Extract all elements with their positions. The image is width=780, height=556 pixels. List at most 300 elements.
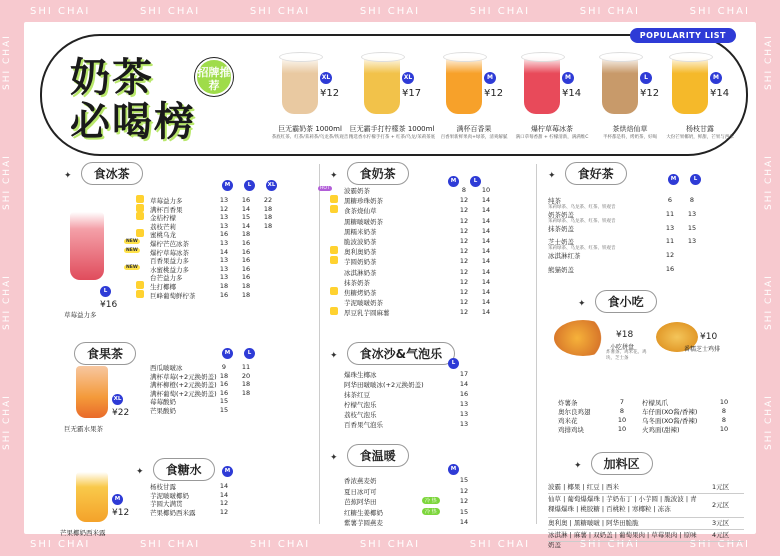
featured-desc: 精选香水柠檬手打茶 + 红茶/乌龙/茉莉茶底 bbox=[348, 135, 436, 140]
item-name: 车仔面(XO酱/香辣) bbox=[642, 408, 698, 416]
section-title-snacks: 食小吃 bbox=[595, 290, 657, 313]
drink-label: 草莓益力多 bbox=[64, 311, 97, 319]
thumbs-up-icon bbox=[330, 195, 338, 203]
featured-desc: 半杯都是料，烤奶茶，好喝 bbox=[603, 135, 657, 140]
menu-item[interactable] bbox=[150, 389, 320, 398]
sparkle-icon: ✦ bbox=[330, 351, 338, 361]
snack-platter-image bbox=[554, 320, 612, 356]
item-name: 冰淇淋奶茶 bbox=[344, 268, 377, 277]
menu-item[interactable] bbox=[150, 508, 320, 517]
item-price: 14 bbox=[219, 482, 229, 490]
size-m-icon: M bbox=[112, 494, 123, 505]
row-divider bbox=[548, 541, 744, 542]
item-name: 蜜桃乌龙 bbox=[150, 231, 176, 240]
topping-list: 奥利奥 | 黑糖啵啵 | 阿华田脆脆 bbox=[548, 519, 639, 527]
size-badge: M bbox=[710, 72, 722, 84]
item-price: 15 bbox=[459, 476, 469, 484]
item-price: 6 bbox=[667, 196, 673, 204]
item-price: 18 bbox=[219, 371, 229, 380]
item-name: 满杯柳橙(+2元换奶盖) bbox=[150, 381, 217, 390]
snack1-price: ¥18 bbox=[616, 330, 634, 340]
item-price: 8 bbox=[721, 407, 727, 415]
item-price: 14 bbox=[481, 226, 491, 235]
header-banner bbox=[40, 31, 748, 156]
thumbs-up-icon bbox=[136, 290, 144, 298]
item-name: 厚豆乳芋圆麻薯 bbox=[344, 309, 390, 318]
item-name: 满杯葡萄(+2元换奶盖) bbox=[150, 389, 217, 398]
drink-label: 巨无霸水果茶 bbox=[64, 425, 103, 433]
thumbs-up-icon bbox=[330, 256, 338, 264]
thumbs-up-icon bbox=[136, 195, 144, 203]
thumbs-up-icon bbox=[330, 287, 338, 295]
item-name: 巨峰葡萄鲜柠茶 bbox=[150, 291, 196, 300]
item-name: 夏日冰可可 bbox=[344, 487, 377, 496]
thumbs-up-icon bbox=[136, 212, 144, 220]
item-name: 抹茶奶盖 bbox=[548, 224, 574, 233]
size-m-icon: M bbox=[222, 348, 233, 359]
title-line-1: 奶茶 bbox=[70, 54, 154, 101]
drink-cup-image bbox=[446, 56, 482, 114]
topping-list: 波霸 | 椰果 | 红豆 | 西米 bbox=[548, 483, 619, 491]
menu-item[interactable] bbox=[344, 508, 504, 519]
featured-desc: 大份芒果椰奶，鲜甜，芒果与西米 bbox=[666, 135, 734, 140]
item-name: 爆柠草莓冰茶 bbox=[150, 248, 189, 257]
item-price: 10 bbox=[617, 425, 627, 433]
menu-item[interactable] bbox=[344, 288, 504, 298]
menu-item[interactable] bbox=[548, 210, 718, 224]
item-name: 草莓益力多 bbox=[150, 197, 183, 205]
item-price: 15 bbox=[219, 406, 229, 414]
featured-name: 杨枝甘露 bbox=[686, 125, 714, 133]
item-name: 芭蕉阿华田 bbox=[344, 498, 377, 506]
menu-item[interactable] bbox=[150, 397, 320, 406]
item-price: 13 bbox=[219, 213, 229, 222]
menu-item[interactable] bbox=[344, 380, 504, 390]
menu-item[interactable] bbox=[344, 247, 504, 257]
topping-list: 冰淇淋 | 麻薯 | 双奶盖 | 葡萄果肉 | 草莓果肉 | 原味奶盖 bbox=[548, 531, 697, 549]
item-name: 满杯草莓(+2元换奶盖) bbox=[150, 372, 217, 381]
item-price: 16 bbox=[241, 239, 251, 247]
item-name: 奥利奥奶茶 bbox=[344, 248, 377, 257]
menu-item[interactable] bbox=[150, 482, 320, 491]
item-price: 16 bbox=[241, 247, 251, 256]
item-price: 12 bbox=[219, 499, 229, 508]
drink-cup-image bbox=[364, 56, 400, 114]
menu-item[interactable] bbox=[344, 268, 504, 278]
thumbs-up-icon bbox=[330, 307, 338, 315]
item-name: 金桔柠檬 bbox=[150, 214, 176, 223]
item-name: 荔枝芒莉 bbox=[150, 222, 176, 231]
item-sub: 茉莉绿茶、乌龙茶、红茶、铁观音 bbox=[548, 218, 616, 224]
topping-row[interactable] bbox=[548, 494, 744, 516]
item-price: 13 bbox=[219, 196, 229, 204]
item-name: 百香果气泡乐 bbox=[344, 421, 383, 429]
featured-name: 巨无霸手打柠檬茶 1000ml bbox=[349, 125, 435, 133]
item-price: 10 bbox=[719, 425, 729, 433]
item-price: 18 bbox=[263, 221, 273, 230]
item-price: 14 bbox=[481, 257, 491, 266]
menu-item[interactable] bbox=[150, 196, 320, 205]
menu-item[interactable] bbox=[548, 196, 718, 210]
fruit-tea-image bbox=[76, 366, 108, 418]
menu-item[interactable] bbox=[548, 251, 718, 265]
item-name: 香浓燕麦奶 bbox=[344, 477, 377, 485]
edge-bottom-text: SHI CHAI SHI CHAI SHI CHAI SHI CHAI SHI CHAI SHI CHAI SHI CHAI bbox=[30, 539, 750, 550]
item-price: 16 bbox=[241, 196, 251, 204]
menu-item[interactable] bbox=[344, 196, 504, 206]
item-price: 14 bbox=[481, 298, 491, 307]
item-price: 18 bbox=[241, 282, 251, 290]
thumbs-up-icon bbox=[330, 246, 338, 254]
item-name: 柠檬气泡乐 bbox=[344, 401, 377, 409]
snack2-label: 番糯芝士鸡排 bbox=[684, 346, 721, 353]
item-name: 爆柠芒芭冰茶 bbox=[150, 240, 189, 248]
item-price: 14 bbox=[241, 221, 251, 230]
section-title-milk-tea: 食奶茶 bbox=[347, 162, 409, 185]
item-name: 台芒益力多 bbox=[150, 274, 183, 283]
item-price: 16 bbox=[241, 273, 251, 282]
new-badge: NEW bbox=[126, 247, 138, 253]
item-name: 炸薯条 bbox=[558, 399, 578, 407]
menu-item[interactable] bbox=[548, 265, 718, 279]
item-price: 14 bbox=[459, 380, 469, 388]
menu-item[interactable] bbox=[344, 410, 504, 420]
signature-badge: 招牌推荐 bbox=[195, 58, 233, 96]
item-price: 18 bbox=[241, 388, 251, 397]
item-price: 12 bbox=[459, 288, 469, 296]
item-name: 芒果椰奶西米露 bbox=[150, 508, 196, 517]
size-m-icon: M bbox=[222, 466, 233, 477]
item-name: 满杯百香果 bbox=[150, 205, 183, 214]
featured-desc: 满口草莓香甜 + 柠檬清新，满满维C bbox=[515, 135, 589, 140]
topping-price: 2元区 bbox=[712, 501, 730, 509]
size-l-icon: L bbox=[470, 176, 481, 187]
menu-item[interactable] bbox=[150, 291, 320, 300]
item-price: 14 bbox=[481, 308, 491, 317]
topping-price: 4元区 bbox=[712, 531, 730, 539]
featured-price: ¥14 bbox=[562, 88, 582, 99]
item-price: 12 bbox=[459, 277, 469, 286]
section-title-ice-tea: 食冰茶 bbox=[81, 162, 143, 185]
size-badge: M bbox=[562, 72, 574, 84]
item-name: 红糖生姜椰奶 bbox=[344, 508, 383, 517]
item-price: 7 bbox=[619, 398, 625, 406]
item-price: 13 bbox=[665, 223, 675, 232]
item-price: 14 bbox=[481, 247, 491, 256]
item-name: 脆波波奶茶 bbox=[344, 238, 377, 246]
featured-desc: 百香果新鲜果肉+绿茶，清爽解腻 bbox=[440, 135, 508, 140]
menu-item[interactable] bbox=[548, 237, 718, 251]
item-price: 15 bbox=[219, 397, 229, 406]
item-name: 熊猫奶盖 bbox=[548, 266, 574, 274]
item-sub: 茉莉绿茶、乌龙茶、红茶、铁观音 bbox=[548, 205, 616, 210]
item-price: 18 bbox=[241, 230, 251, 239]
item-price: 14 bbox=[241, 204, 251, 213]
topping-row[interactable] bbox=[548, 518, 744, 528]
item-price: 18 bbox=[241, 290, 251, 299]
item-name: 芋圆大满贯 bbox=[150, 500, 183, 509]
menu-item[interactable] bbox=[320, 186, 504, 196]
menu-item[interactable] bbox=[126, 239, 320, 248]
menu-item[interactable] bbox=[150, 499, 320, 508]
item-price: 12 bbox=[459, 196, 469, 205]
item-price: 12 bbox=[459, 206, 469, 215]
menu-item[interactable] bbox=[150, 256, 320, 265]
item-name: 百香果益力多 bbox=[150, 257, 189, 266]
drink-cup-image bbox=[282, 56, 318, 114]
item-name: 生打椰椰 bbox=[150, 283, 176, 291]
item-name: 鸡米花 bbox=[558, 417, 578, 425]
item-name: 杨枝甘露 bbox=[150, 483, 176, 491]
featured-price: ¥17 bbox=[402, 88, 422, 99]
item-price: 12 bbox=[459, 486, 469, 495]
sparkle-icon: ✦ bbox=[330, 453, 338, 463]
item-price: 13 bbox=[219, 221, 229, 230]
sparkle-icon: ✦ bbox=[578, 299, 586, 309]
hot-cold-tag: 冷 热 bbox=[422, 508, 440, 515]
item-price: 14 bbox=[459, 518, 469, 526]
item-name: 芋圆奶奶茶 bbox=[344, 258, 377, 267]
size-m-icon: M bbox=[668, 174, 679, 185]
item-price: 14 bbox=[219, 490, 229, 499]
size-xl-icon: XL bbox=[112, 394, 123, 405]
item-name: 奥尔良鸡翅 bbox=[558, 408, 591, 416]
size-l-icon: L bbox=[244, 348, 255, 359]
item-price: 11 bbox=[665, 237, 675, 246]
menu-item[interactable] bbox=[344, 257, 504, 267]
menu-item[interactable] bbox=[344, 487, 504, 498]
item-name: 芋泥啵啵奶茶 bbox=[344, 299, 383, 308]
menu-item[interactable] bbox=[150, 406, 320, 415]
featured-name: 巨无霸奶茶 1000ml bbox=[278, 125, 342, 133]
edge-right-text: SHI CHAI SHI CHAI SHI CHAI SHI CHAI bbox=[764, 34, 774, 450]
item-price: 15 bbox=[241, 213, 251, 222]
item-price: 14 bbox=[481, 237, 491, 245]
featured-price: ¥12 bbox=[484, 88, 504, 99]
edge-left-text: SHI CHAI SHI CHAI SHI CHAI SHI CHAI bbox=[2, 34, 12, 450]
menu-item[interactable] bbox=[344, 400, 504, 410]
featured-drink[interactable] bbox=[434, 54, 514, 154]
item-name: 水蜜桃益力多 bbox=[150, 265, 189, 274]
featured-drink[interactable] bbox=[270, 54, 350, 154]
menu-item[interactable] bbox=[150, 380, 320, 389]
menu-item[interactable] bbox=[344, 278, 504, 288]
item-name: 焦糖烤奶茶 bbox=[344, 289, 377, 297]
item-price: 16 bbox=[219, 290, 229, 299]
item-price: 12 bbox=[219, 507, 229, 516]
item-sub: 茉莉绿茶、乌龙茶、红茶、铁观音 bbox=[548, 246, 616, 252]
featured-drink[interactable] bbox=[660, 54, 740, 154]
item-price: 13 bbox=[219, 273, 229, 282]
size-l-icon: L bbox=[448, 358, 459, 369]
featured-drink[interactable] bbox=[512, 54, 592, 154]
item-price: 13 bbox=[459, 420, 469, 428]
snack2-price: ¥10 bbox=[700, 332, 718, 342]
thumbs-up-icon bbox=[136, 281, 144, 289]
item-name: 纯茶 bbox=[548, 197, 561, 205]
item-price: 16 bbox=[241, 256, 251, 265]
item-price: 16 bbox=[665, 265, 675, 273]
item-name: 西瓜啵啵冰 bbox=[150, 364, 183, 372]
item-name: 奶茶奶盖 bbox=[548, 210, 574, 219]
section-title-fruit-tea: 食果茶 bbox=[74, 342, 136, 365]
menu-item[interactable] bbox=[344, 217, 504, 227]
size-m-icon: M bbox=[448, 176, 459, 187]
item-name: 鸡排鸡块 bbox=[558, 426, 584, 434]
menu-item[interactable] bbox=[150, 491, 320, 500]
menu-item[interactable] bbox=[126, 264, 320, 274]
item-name: 黑糖珍珠奶茶 bbox=[344, 197, 383, 206]
drink-price: ¥22 bbox=[112, 408, 130, 418]
item-price: 12 bbox=[459, 298, 469, 307]
menu-item[interactable] bbox=[344, 237, 504, 247]
sparkle-icon: ✦ bbox=[330, 171, 338, 181]
item-price: 12 bbox=[459, 237, 469, 245]
size-l-icon: L bbox=[244, 180, 255, 191]
item-price: 15 bbox=[687, 223, 697, 232]
item-name: 抹茶奶茶 bbox=[344, 278, 370, 287]
item-price: 14 bbox=[481, 267, 491, 276]
item-price: 11 bbox=[665, 209, 675, 218]
item-price: 13 bbox=[219, 256, 229, 265]
thumbs-up-icon bbox=[136, 229, 144, 237]
item-price: 8 bbox=[721, 416, 727, 424]
item-price: 9 bbox=[221, 363, 227, 371]
item-name: 莓莓酸奶 bbox=[150, 398, 176, 407]
item-price: 20 bbox=[241, 371, 251, 380]
menu-item[interactable] bbox=[344, 518, 504, 529]
item-price: 14 bbox=[481, 206, 491, 215]
topping-price: 3元区 bbox=[712, 519, 730, 527]
menu-item[interactable] bbox=[150, 273, 320, 282]
item-name: 乌冬面(XO酱/香辣) bbox=[642, 417, 698, 425]
size-m-icon: M bbox=[448, 464, 459, 475]
item-price: 12 bbox=[665, 251, 675, 260]
menu-item[interactable] bbox=[150, 205, 320, 214]
menu-item[interactable] bbox=[344, 420, 504, 430]
snack1-sub: 炸薯条、鸡米花、鸡块、芝士条 bbox=[606, 350, 647, 361]
new-badge: NEW bbox=[126, 239, 138, 244]
menu-item[interactable] bbox=[344, 370, 504, 380]
item-price: 10 bbox=[617, 416, 627, 424]
item-price: 17 bbox=[459, 370, 469, 378]
menu-item[interactable] bbox=[344, 308, 504, 318]
item-price: 12 bbox=[459, 308, 469, 317]
menu-item[interactable] bbox=[344, 390, 504, 400]
item-name: 芋泥啵啵椰奶 bbox=[150, 491, 189, 500]
featured-name: 茶烘焙仙草 bbox=[612, 125, 648, 133]
size-l-icon: L bbox=[690, 174, 701, 185]
item-price: 14 bbox=[219, 247, 229, 256]
drink-label: 芒果椰奶西米露 bbox=[60, 529, 106, 537]
item-name: 紫薯芋圆燕麦 bbox=[344, 519, 383, 527]
menu-item[interactable] bbox=[344, 227, 504, 237]
menu-item[interactable] bbox=[344, 476, 504, 487]
featured-drink[interactable] bbox=[348, 54, 436, 154]
item-price: 13 bbox=[687, 209, 697, 218]
menu-item[interactable] bbox=[150, 372, 320, 381]
menu-item[interactable] bbox=[344, 497, 504, 508]
featured-name: 爆柠草莓冰茶 bbox=[531, 125, 573, 133]
hot-cold-tag: 冷 热 bbox=[422, 497, 440, 504]
item-price: 14 bbox=[481, 277, 491, 286]
sparkle-icon: ✦ bbox=[64, 171, 72, 181]
snack1-label: 小吃拼盘 bbox=[610, 344, 635, 351]
item-name: 芒果酸奶 bbox=[150, 407, 176, 415]
item-price: 16 bbox=[219, 388, 229, 397]
item-price: 12 bbox=[459, 257, 469, 266]
menu-item[interactable] bbox=[344, 206, 504, 216]
item-price: 8 bbox=[689, 196, 695, 204]
menu-item[interactable] bbox=[150, 282, 320, 291]
size-xl-icon: XL bbox=[266, 180, 277, 191]
drink-price: ¥12 bbox=[112, 508, 130, 518]
item-price: 10 bbox=[719, 398, 729, 406]
topping-row[interactable] bbox=[548, 530, 744, 549]
item-price: 18 bbox=[219, 282, 229, 290]
featured-desc: 茶底红茶、红茶/茉莉茶/乌龙茶/铁观音 bbox=[271, 135, 349, 140]
featured-price: ¥12 bbox=[320, 88, 340, 99]
item-name: 波霸奶茶 bbox=[344, 187, 370, 195]
size-badge: XL bbox=[402, 72, 414, 84]
thumbs-up-icon bbox=[136, 204, 144, 212]
menu-item[interactable] bbox=[150, 222, 320, 231]
featured-price: ¥12 bbox=[640, 88, 660, 99]
menu-item[interactable] bbox=[150, 363, 320, 372]
item-price: 8 bbox=[619, 407, 625, 415]
sparkle-icon: ✦ bbox=[136, 467, 144, 477]
item-price: 12 bbox=[219, 204, 229, 213]
featured-name: 满杯百香果 bbox=[456, 125, 492, 133]
item-price: 16 bbox=[219, 380, 229, 389]
sparkle-icon: ✦ bbox=[548, 171, 556, 181]
item-price: 18 bbox=[241, 380, 251, 389]
item-price: 13 bbox=[459, 400, 469, 408]
size-m-icon: M bbox=[222, 180, 233, 191]
menu-item[interactable] bbox=[344, 298, 504, 308]
section-title-good-tea: 食好茶 bbox=[565, 162, 627, 185]
item-price: 12 bbox=[459, 247, 469, 256]
menu-item[interactable] bbox=[150, 213, 320, 222]
size-l-icon: L bbox=[100, 286, 111, 297]
item-name: 抹茶红豆 bbox=[344, 391, 370, 399]
item-name: 黑糖啵啵奶茶 bbox=[344, 217, 383, 226]
topping-row[interactable] bbox=[548, 482, 744, 492]
section-title-warm: 食温暖 bbox=[347, 444, 409, 467]
item-name: 火鸡面(甜辣) bbox=[642, 426, 680, 434]
drink-price: ¥16 bbox=[100, 300, 118, 310]
item-price: 8 bbox=[461, 186, 467, 194]
item-price: 12 bbox=[459, 216, 469, 225]
item-price: 18 bbox=[263, 204, 273, 213]
item-name: 黑糯米奶茶 bbox=[344, 227, 377, 236]
menu-item[interactable] bbox=[150, 230, 320, 239]
menu-item[interactable] bbox=[548, 224, 718, 238]
drink-cup-image bbox=[672, 56, 708, 114]
size-badge: XL bbox=[320, 72, 332, 84]
new-badge: NEW bbox=[126, 264, 138, 270]
menu-item[interactable] bbox=[126, 247, 320, 257]
size-badge: M bbox=[484, 72, 496, 84]
item-price: 18 bbox=[263, 213, 273, 222]
item-price: 12 bbox=[459, 497, 469, 505]
item-price: 12 bbox=[459, 226, 469, 235]
topping-price: 1元区 bbox=[712, 483, 730, 491]
item-price: 10 bbox=[481, 186, 491, 194]
item-price: 13 bbox=[459, 410, 469, 418]
item-price: 16 bbox=[459, 390, 469, 398]
item-price: 13 bbox=[687, 237, 697, 246]
